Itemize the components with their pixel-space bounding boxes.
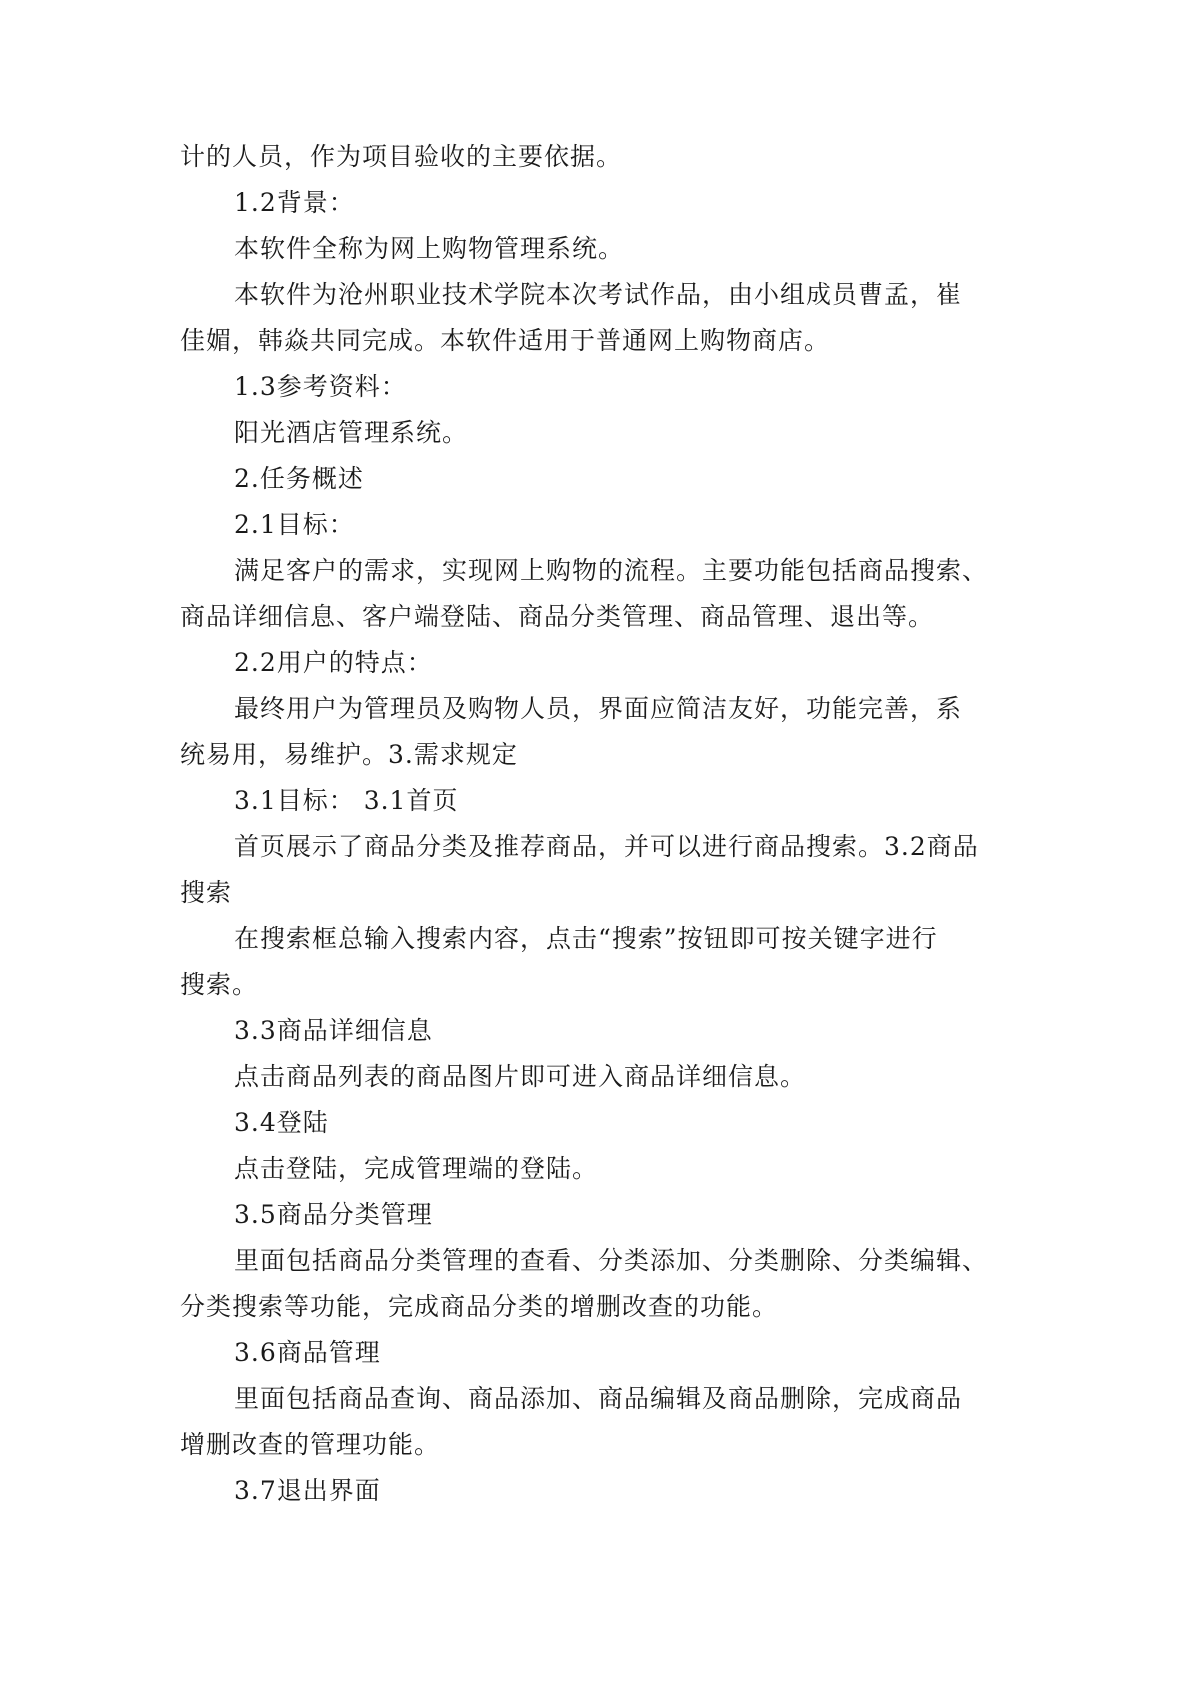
text-line: 本软件为沧州职业技术学院本次考试作品，由小组成员曹孟，崔	[234, 280, 963, 309]
text-line: 里面包括商品分类管理的查看、分类添加、分类删除、分类编辑、	[234, 1246, 989, 1275]
section-heading: 1.3参考资料：	[234, 372, 407, 401]
section-heading: 3.7退出界面	[234, 1476, 381, 1505]
section-heading: 3.3商品详细信息	[234, 1016, 433, 1045]
section-heading: 3.1目标： 3.1首页	[234, 786, 459, 815]
text-line: 首页展示了商品分类及推荐商品，并可以进行商品搜索。3.2商品	[234, 832, 979, 861]
text-line: 计的人员，作为项目验收的主要依据。	[180, 142, 623, 171]
text-line: 最终用户为管理员及购物人员，界面应简洁友好，功能完善，系	[234, 694, 963, 723]
section-heading: 3.4登陆	[234, 1108, 329, 1137]
section-heading: 3.5商品分类管理	[234, 1200, 433, 1229]
section-heading: 1.2背景：	[234, 188, 355, 217]
text-line: 搜索。	[180, 970, 259, 999]
text-line: 点击商品列表的商品图片即可进入商品详细信息。	[234, 1062, 807, 1091]
text-line: 点击登陆，完成管理端的登陆。	[234, 1154, 599, 1183]
text-line: 阳光酒店管理系统。	[234, 418, 469, 447]
text-line: 本软件全称为网上购物管理系统。	[234, 234, 625, 263]
section-heading: 2.1目标：	[234, 510, 355, 539]
text-line: 里面包括商品查询、商品添加、商品编辑及商品删除，完成商品	[234, 1384, 963, 1413]
text-line: 在搜索框总输入搜索内容，点击“搜索”按钮即可按关键字进行	[234, 924, 938, 953]
section-heading: 3.6商品管理	[234, 1338, 381, 1367]
text-line: 增删改查的管理功能。	[180, 1430, 441, 1459]
text-line: 分类搜索等功能，完成商品分类的增删改查的功能。	[180, 1292, 779, 1321]
text-line: 商品详细信息、客户端登陆、商品分类管理、商品管理、退出等。	[180, 602, 935, 631]
text-line: 统易用，易维护。3.需求规定	[180, 740, 518, 769]
text-line: 满足客户的需求，实现网上购物的流程。主要功能包括商品搜索、	[234, 556, 989, 585]
text-line: 佳媚，韩焱共同完成。本软件适用于普通网上购物商店。	[180, 326, 831, 355]
section-heading: 2.2用户的特点：	[234, 648, 433, 677]
section-heading: 2.任务概述	[234, 464, 364, 493]
text-line: 搜索	[180, 878, 233, 907]
